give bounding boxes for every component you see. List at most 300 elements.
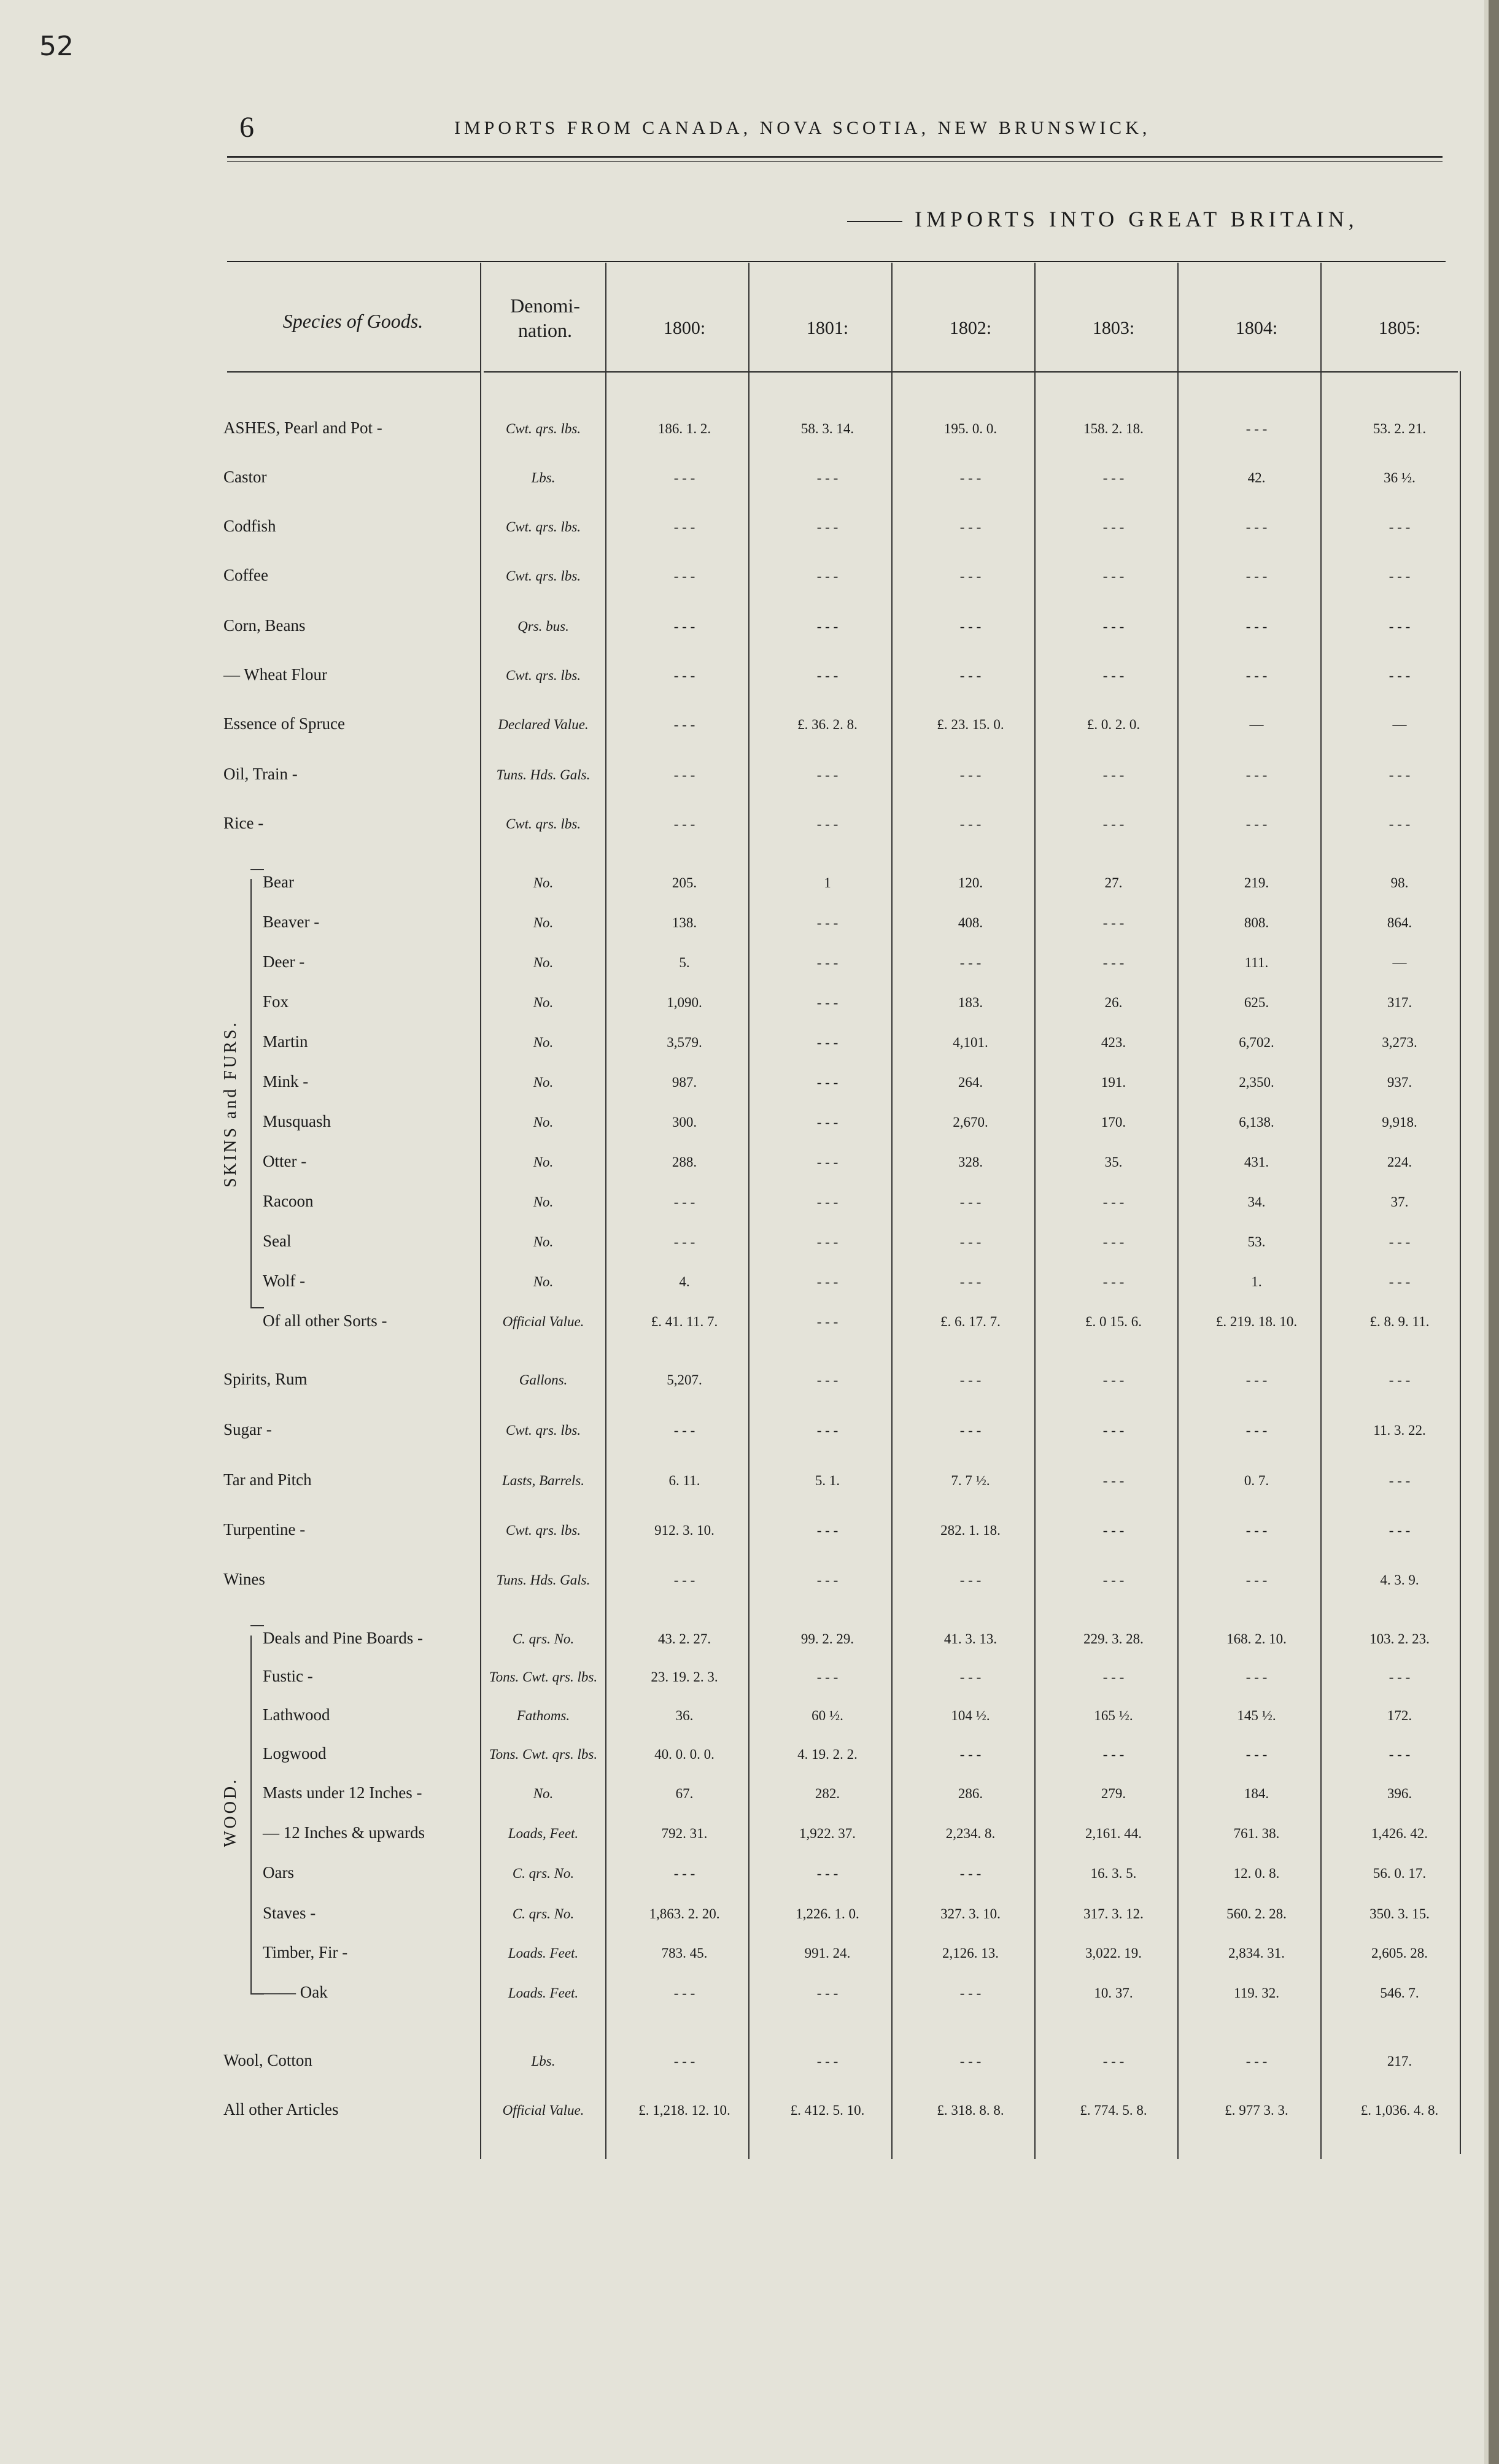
row-value: 431. [1244,1154,1269,1170]
row-label: Lathwood [263,1705,330,1724]
row-value: £. 36. 2. 8. [797,717,858,732]
row-denomination: C. qrs. No. [512,1631,575,1647]
row-value: - - - [1102,1669,1125,1685]
row-denomination: Fathoms. [516,1708,570,1723]
row-value: - - - [816,1523,839,1538]
row-value: 53. [1247,1234,1266,1249]
row-denomination: No. [533,955,554,970]
row-label: Wines [223,1570,265,1588]
row-denomination: Cwt. qrs. lbs. [505,421,581,436]
row-value: - - - [816,1314,839,1329]
row-value: 1,863. 2. 20. [649,1906,720,1921]
row-value: - - - [816,1114,839,1130]
row-value: 12. 0. 8. [1233,1866,1280,1881]
row-value: £. 1,036. 4. 8. [1360,2103,1439,2118]
row-value: - - - [816,767,839,782]
table-subtitle [847,206,1358,232]
row-value: - - - [1102,1372,1125,1388]
row-value: - - - [1245,619,1268,634]
row-value: 808. [1244,915,1269,930]
row-denomination: Cwt. qrs. lbs. [505,1523,581,1538]
row-value: - - - [816,519,839,535]
row-value: 6,702. [1239,1035,1274,1050]
row-label: Sugar - [223,1420,272,1439]
row-label: ASHES, Pearl and Pot - [223,419,382,437]
row-value: - - - [959,1669,982,1685]
row-value: 53. 2. 21. [1373,421,1427,436]
row-value: 172. [1387,1708,1412,1723]
row-denomination: Tuns. Hds. Gals. [496,767,591,782]
row-value: - - - [959,1423,982,1438]
row-value: - - - [673,767,695,782]
row-value: 11. 3. 22. [1373,1423,1426,1438]
row-denomination: C. qrs. No. [512,1906,575,1921]
row-value: 35. [1104,1154,1123,1170]
row-denomination: Loads. Feet. [508,1985,579,2001]
row-label: Wolf - [263,1272,306,1290]
row-value: - - - [1245,767,1268,782]
row-value: - - - [816,1154,839,1170]
row-value: - - - [816,1669,839,1685]
row-value: 5. 1. [815,1473,840,1488]
row-value: 217. [1387,2053,1412,2069]
row-value: - - - [959,668,982,683]
brace-wood [250,1636,252,1995]
row-label: Musquash [263,1112,331,1130]
row-value: 560. 2. 28. [1226,1906,1287,1921]
row-value: - - - [816,568,839,584]
row-value: 168. 2. 10. [1226,1631,1287,1647]
row-value: 1,090. [667,995,702,1010]
row-value: 229. 3. 28. [1083,1631,1144,1647]
row-label: Beaver - [263,913,320,931]
row-value: - - - [959,955,982,970]
row-value: - - - [1389,1747,1411,1762]
row-label: Castor [223,468,267,486]
row-label: Racoon [263,1192,314,1210]
row-denomination: C. qrs. No. [512,1866,575,1881]
row-value: - - - [1389,668,1411,683]
row-denomination: No. [533,1114,554,1130]
folio-number: 6 [239,111,254,144]
row-value: - - - [1389,1669,1411,1685]
row-value: 43. 2. 27. [657,1631,711,1647]
row-value: - - - [1102,470,1125,485]
row-value: 195. 0. 0. [943,421,997,436]
row-value: £. 774. 5. 8. [1080,2103,1147,2118]
row-value: — [1392,955,1407,970]
row-label: — 12 Inches & upwards [263,1823,425,1842]
row-denomination: No. [533,875,554,890]
row-value: - - - [1102,2053,1125,2069]
scan-page-number: 52 [39,31,74,62]
row-value: 26. [1104,995,1123,1010]
row-value: £. 6. 17. 7. [940,1314,1001,1329]
row-value: - - - [673,1234,695,1249]
row-value: - - - [1245,2053,1268,2069]
row-value: - - - [1102,1473,1125,1488]
row-label: All other Articles [223,2100,339,2118]
row-denomination: No. [533,1274,554,1289]
row-value: — [1392,717,1407,732]
row-value: 27. [1104,875,1123,890]
row-value: £. 41. 11. 7. [651,1314,718,1329]
row-value: - - - [816,619,839,634]
row-value: - - - [673,668,695,683]
row-value: 2,605. 28. [1371,1945,1428,1961]
row-value: 36. [675,1708,694,1723]
row-value: 761. 38. [1233,1826,1280,1841]
row-value: £. 8. 9. 11. [1369,1314,1430,1329]
row-value: - - - [816,1985,839,2001]
row-value: 423. [1101,1035,1126,1050]
row-denomination: Lbs. [531,470,556,485]
row-value: 224. [1387,1154,1412,1170]
row-value: 99. 2. 29. [800,1631,854,1647]
row-value: - - - [673,1866,695,1881]
row-denomination: Gallons. [519,1372,568,1388]
row-denomination: Cwt. qrs. lbs. [505,668,581,683]
row-label: Fox [263,992,289,1011]
row-value: 120. [958,875,983,890]
denomination-rule [480,263,481,2159]
row-value: - - - [816,1035,839,1050]
row-value: - - - [816,1372,839,1388]
row-value: 864. [1387,915,1412,930]
row-value: - - - [1102,1423,1125,1438]
row-value: £. 219. 18. 10. [1215,1314,1298,1329]
row-value: - - - [1102,915,1125,930]
row-value: 1,426. 42. [1371,1826,1428,1841]
header-rule-thin [227,161,1443,162]
row-value: - - - [1245,1669,1268,1685]
row-label: Oil, Train - [223,765,298,783]
row-value: - - - [1389,1473,1411,1488]
row-value: - - - [1245,519,1268,535]
row-value: 2,126. 13. [942,1945,999,1961]
row-value: - - - [673,1194,695,1210]
brace-skins-top [250,869,264,870]
row-value: - - - [959,470,982,485]
row-denomination: No. [533,1234,554,1249]
row-value: £. 977 3. 3. [1225,2103,1288,2118]
row-value: 625. [1244,995,1269,1010]
row-value: - - - [816,995,839,1010]
row-value: 56. 0. 17. [1373,1866,1427,1881]
row-value: 6. 11. [668,1473,700,1488]
row-denomination: Cwt. qrs. lbs. [505,519,581,535]
row-value: 16. 3. 5. [1090,1866,1137,1881]
row-value: - - - [816,1075,839,1090]
row-denomination: Cwt. qrs. lbs. [505,568,581,584]
row-value: - - - [959,519,982,535]
row-value: - - - [1389,816,1411,832]
row-value: 219. [1244,875,1269,890]
page-edge-light [1484,0,1489,2464]
row-value: 3,273. [1382,1035,1417,1050]
row-label: Timber, Fir - [263,1943,348,1961]
row-value: 205. [672,875,697,890]
row-label: Spirits, Rum [223,1370,308,1388]
table-top-rule [227,261,1446,262]
row-label: Turpentine - [223,1520,306,1539]
row-label: Essence of Spruce [223,714,345,733]
row-value: 282. [815,1786,840,1801]
row-value: 170. [1101,1114,1126,1130]
row-value: 37. [1390,1194,1409,1210]
year-header: 1800: [663,318,706,338]
row-label: Staves - [263,1904,316,1922]
row-value: 186. 1. 2. [657,421,711,436]
row-value: 119. 32. [1234,1985,1279,2001]
row-value: - - - [673,470,695,485]
row-value: - - - [816,2053,839,2069]
row-value: 2,350. [1239,1075,1274,1090]
row-value: - - - [673,519,695,535]
row-value: 2,234. 8. [945,1826,996,1841]
row-value: 7. 7 ½. [951,1473,990,1488]
row-value: - - - [959,1572,982,1588]
row-value: - - - [816,1423,839,1438]
year-header: 1805: [1378,318,1421,338]
denomination-header: Denomi- nation. [510,295,580,341]
row-value: - - - [1102,1747,1125,1762]
row-value: 2,161. 44. [1085,1826,1142,1841]
row-value: - - - [816,915,839,930]
row-denomination: Lbs. [531,2053,556,2069]
brace-wood-bottom [250,1993,264,1995]
row-value: 42. [1247,470,1266,485]
row-value: 34. [1247,1194,1266,1210]
row-value: 317. [1387,995,1412,1010]
row-label: Bear [263,873,294,891]
row-value: 264. [958,1075,983,1090]
row-value: 327. 3. 10. [940,1906,1001,1921]
row-label: Logwood [263,1744,327,1763]
row-value: - - - [673,2053,695,2069]
row-value: 191. [1101,1075,1126,1090]
row-value: 41. 3. 13. [943,1631,997,1647]
row-value: - - - [959,767,982,782]
row-label: Seal [263,1232,292,1250]
row-value: - - - [1102,1572,1125,1588]
row-value: 5. [679,955,690,970]
row-label: —— Oak [263,1983,328,2001]
running-title: IMPORTS FROM CANADA, NOVA SCOTIA, NEW BRUNSWICK, [454,118,1151,138]
row-value: - - - [1245,1372,1268,1388]
row-value: - - - [959,1274,982,1289]
row-value: - - - [816,1866,839,1881]
row-value: 792. 31. [661,1826,708,1841]
row-label: Masts under 12 Inches - [263,1783,422,1802]
row-value: 145 ½. [1237,1708,1276,1723]
row-value: 1 [824,875,831,890]
row-denomination: Lasts, Barrels. [502,1473,584,1488]
row-value: - - - [1389,767,1411,782]
row-label: Mink - [263,1072,309,1091]
row-denomination: Declared Value. [498,717,589,732]
row-value: - - - [816,1274,839,1289]
row-value: - - - [1245,668,1268,683]
row-value: £. 1,218. 12. 10. [638,2103,730,2118]
row-value: 103. 2. 23. [1369,1631,1430,1647]
row-value: - - - [1102,1234,1125,1249]
group-label-wood: WOOD. [221,1777,240,1847]
row-value: 5,207. [667,1372,702,1388]
row-value: 3,022. 19. [1085,1945,1142,1961]
row-value: 328. [958,1154,983,1170]
row-value: - - - [959,1372,982,1388]
row-value: 1. [1251,1274,1262,1289]
row-denomination: Cwt. qrs. lbs. [505,816,581,832]
row-value: - - - [1245,816,1268,832]
row-label: Codfish [223,517,276,535]
row-value: - - - [1389,519,1411,535]
row-value: - - - [816,816,839,832]
row-value: 1,922. 37. [799,1826,856,1841]
row-value: - - - [1102,619,1125,634]
row-label: Tar and Pitch [223,1470,312,1489]
group-label-skins-furs: SKINS and FURS. [221,1020,240,1188]
row-value: — [1249,717,1264,732]
row-value: - - - [1245,1523,1268,1538]
row-value: - - - [673,816,695,832]
year-header: 1804: [1235,318,1278,338]
row-denomination: No. [533,1154,554,1170]
row-value: 987. [672,1075,697,1090]
row-label: Of all other Sorts - [263,1311,387,1330]
row-value: - - - [1102,955,1125,970]
row-value: 40. 0. 0. 0. [654,1747,715,1762]
row-denomination: No. [533,915,554,930]
row-label: Otter - [263,1152,307,1170]
row-value: - - - [959,1985,982,2001]
row-denomination: Qrs. bus. [517,619,569,634]
row-value: £. 0. 2. 0. [1086,717,1141,732]
row-value: - - - [816,1234,839,1249]
row-value: - - - [816,1194,839,1210]
row-value: 288. [672,1154,697,1170]
row-denomination: Tuns. Hds. Gals. [496,1572,591,1588]
row-label: Martin [263,1032,308,1051]
row-value: £. 0 15. 6. [1085,1314,1142,1329]
row-value: - - - [1389,568,1411,584]
row-value: 4. [679,1274,690,1289]
row-value: 10. 37. [1094,1985,1133,2001]
row-value: 408. [958,915,983,930]
row-label: Rice - [223,814,264,832]
row-value: 36 ½. [1384,470,1416,485]
species-header: Species of Goods. [282,310,424,332]
row-denomination: Loads, Feet. [508,1826,579,1841]
row-value: - - - [1102,816,1125,832]
row-value: - - - [1245,421,1268,436]
row-value: - - - [959,2053,982,2069]
row-value: 2,834. 31. [1228,1945,1285,1961]
row-value: - - - [1245,1747,1268,1762]
row-value: - - - [1102,519,1125,535]
row-value: - - - [673,568,695,584]
subtitle-text: IMPORTS INTO GREAT BRITAIN, [915,207,1358,231]
row-value: - - - [1102,1274,1125,1289]
row-label: Corn, Beans [223,616,306,635]
row-value: £. 23. 15. 0. [937,717,1004,732]
row-label: Oars [263,1863,294,1882]
row-value: - - - [673,1572,695,1588]
row-value: 991. 24. [804,1945,851,1961]
row-denomination: Official Value. [502,2103,584,2118]
brace-skins-bottom [250,1307,264,1308]
row-value: 396. [1387,1786,1412,1801]
row-value: - - - [816,668,839,683]
header-rule [227,156,1443,158]
row-value: 165 ½. [1094,1708,1133,1723]
subtitle-dash [847,221,902,222]
row-value: - - - [673,1423,695,1438]
row-value: 282. 1. 18. [940,1523,1001,1538]
row-value: - - - [1389,1523,1411,1538]
row-value: - - - [673,717,695,732]
row-value: - - - [959,1866,982,1881]
row-label: Deals and Pine Boards - [263,1629,423,1647]
row-value: 1,226. 1. 0. [796,1906,859,1921]
row-value: - - - [1389,1234,1411,1249]
row-value: - - - [1245,1423,1268,1438]
row-denomination: No. [533,1075,554,1090]
row-label: Fustic - [263,1667,313,1685]
row-value: 286. [958,1786,983,1801]
row-value: - - - [959,1234,982,1249]
row-value: 912. 3. 10. [654,1523,715,1538]
year-header: 1803: [1092,318,1135,338]
row-value: 546. 7. [1380,1985,1419,2001]
row-denomination: Tons. Cwt. qrs. lbs. [489,1669,598,1685]
brace-skins [250,879,252,1308]
row-denomination: No. [533,1786,554,1801]
row-value: 138. [672,915,697,930]
row-value: 4,101. [953,1035,988,1050]
row-value: - - - [816,955,839,970]
row-denomination: No. [533,1035,554,1050]
year-header: 1802: [949,318,992,338]
row-label: Wool, Cotton [223,2051,312,2069]
row-value: 279. [1101,1786,1126,1801]
row-value: 67. [675,1786,694,1801]
head-rule-values [484,371,1458,373]
row-value: 0. 7. [1244,1473,1269,1488]
row-value: - - - [959,816,982,832]
row-value: 4. 3. 9. [1380,1572,1419,1588]
row-value: 783. 45. [661,1945,708,1961]
row-value: - - - [1102,1523,1125,1538]
row-value: 317. 3. 12. [1083,1906,1144,1921]
row-value: 350. 3. 15. [1369,1906,1430,1921]
row-label: — Wheat Flour [223,665,327,684]
row-value: £. 412. 5. 10. [790,2103,865,2118]
row-value: - - - [673,619,695,634]
row-value: - - - [959,1194,982,1210]
row-denomination: No. [533,1194,554,1210]
row-value: - - - [816,1572,839,1588]
row-value: - - - [959,1747,982,1762]
row-value: 23. 19. 2. 3. [651,1669,718,1685]
row-value: 58. 3. 14. [800,421,854,436]
row-value: 183. [958,995,983,1010]
row-value: 60 ½. [811,1708,843,1723]
row-value: 6,138. [1239,1114,1274,1130]
row-value: 104 ½. [951,1708,990,1723]
row-denomination: No. [533,995,554,1010]
